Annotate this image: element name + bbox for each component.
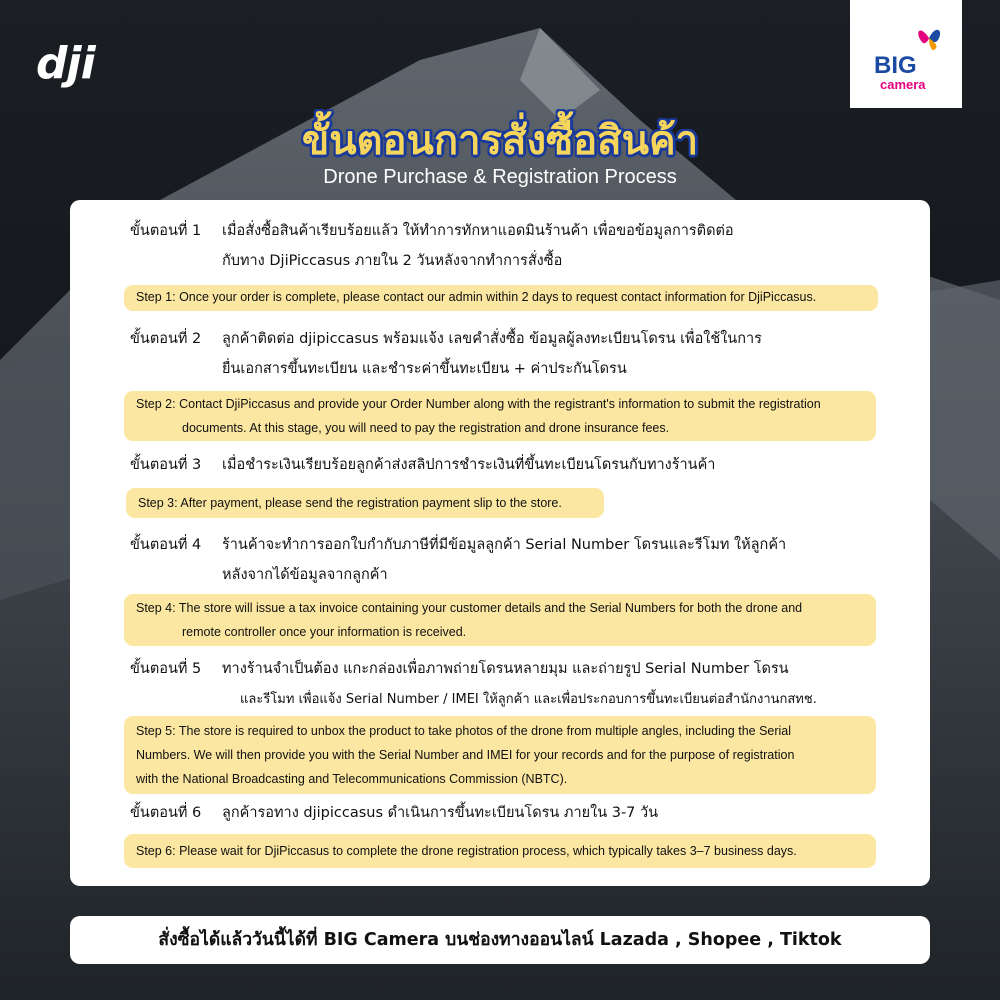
big-camera-logo bbox=[850, 0, 962, 108]
step-4-english-line-2: remote controller once your information is received. bbox=[182, 625, 467, 639]
page-title: ขั้นตอนการสั่งซื้อสินค้า bbox=[301, 118, 699, 164]
step-5-english bbox=[124, 716, 876, 794]
camera-logo-text: camera bbox=[880, 77, 926, 92]
step-5-thai-line-2: และรีโมท เพื่อแจ้ง Serial Number / IMEI ให้ลูกค้า และเพื่อประกอบการขึ้นทะเบียนต่อสำนักงานกสทช. bbox=[240, 692, 817, 707]
step-1-english bbox=[124, 285, 878, 311]
step-2-english-line-1: Step 2: Contact DjiPiccasus and provide your Order Number along with the registrant's information to submit the registration bbox=[136, 397, 821, 411]
dji-logo: dji bbox=[36, 38, 95, 89]
step-2-thai-line-1: ลูกค้าติดต่อ djipiccasus พร้อมแจ้ง เลขคำสั่งซื้อ ข้อมูลผู้ลงทะเบียนโดรน เพื่อใช้ในการ bbox=[222, 331, 762, 347]
footer-banner: สั่งซื้อได้แล้ววันนี้ได้ที่ BIG Camera บนช่องทางออนไลน์ Lazada , Shopee , Tiktok bbox=[70, 916, 930, 964]
step-5-label: ขั้นตอนที่ 5 bbox=[130, 661, 202, 677]
step-4-thai-line-1: ร้านค้าจะทำการออกใบกำกับภาษีที่มีข้อมูลลูกค้า Serial Number โดรนและรีโมท ให้ลูกค้า bbox=[222, 537, 787, 553]
step-3-english-line-1: Step 3: After payment, please send the registration payment slip to the store. bbox=[138, 496, 562, 510]
step-2-english bbox=[124, 391, 876, 441]
big-logo-text: BIG bbox=[874, 52, 917, 79]
step-3-english bbox=[126, 488, 604, 518]
step-2-thai-line-2: ยื่นเอกสารขึ้นทะเบียน และชำระค่าขึ้นทะเบียน + ค่าประกันโดรน bbox=[222, 361, 627, 377]
step-2-label: ขั้นตอนที่ 2 bbox=[130, 331, 202, 347]
step-4-thai bbox=[130, 530, 786, 590]
step-4-english bbox=[124, 594, 876, 646]
step-5-english-line-3: with the National Broadcasting and Telecommunications Commission (NBTC). bbox=[136, 772, 568, 786]
step-6-english-line-1: Step 6: Please wait for DjiPiccasus to complete the drone registration process, which typically takes 3–7 business days. bbox=[136, 844, 797, 858]
step-1-thai-line-1: เมื่อสั่งซื้อสินค้าเรียบร้อยแล้ว ให้ทำการทักหาแอดมินร้านค้า เพื่อขอข้อมูลการติดต่อ bbox=[222, 223, 734, 239]
step-5-thai-line-1: ทางร้านจำเป็นต้อง แกะกล่องเพื่อภาพถ่ายโดรนหลายมุม และถ่ายรูป Serial Number โดรน bbox=[222, 661, 789, 677]
butterfly-icon bbox=[914, 22, 944, 52]
step-3-thai-line-1: เมื่อชำระเงินเรียบร้อยลูกค้าส่งสลิปการชำระเงินที่ขึ้นทะเบียนโดรนกับทางร้านค้า bbox=[222, 457, 716, 473]
step-1-thai bbox=[130, 216, 734, 276]
step-4-thai-line-2: หลังจากได้ข้อมูลจากลูกค้า bbox=[222, 567, 388, 583]
step-1-english-line-1: Step 1: Once your order is complete, please contact our admin within 2 days to request contact information for DjiPiccasus. bbox=[136, 290, 817, 304]
step-3-thai bbox=[130, 450, 715, 480]
step-1-label: ขั้นตอนที่ 1 bbox=[130, 223, 202, 239]
step-6-label: ขั้นตอนที่ 6 bbox=[130, 805, 202, 821]
step-1-thai-line-2: กับทาง DjiPiccasus ภายใน 2 วันหลังจากทำการสั่งซื้อ bbox=[222, 253, 563, 269]
page-subtitle: Drone Purchase & Registration Process bbox=[323, 166, 677, 188]
step-6-english bbox=[124, 834, 876, 868]
step-6-thai-line-1: ลูกค้ารอทาง djipiccasus ดำเนินการขึ้นทะเบียนโดรน ภายใน 3-7 วัน bbox=[222, 805, 659, 821]
step-5-english-line-1: Step 5: The store is required to unbox the product to take photos of the drone from multiple angles, including the Serial bbox=[136, 724, 792, 738]
step-3-label: ขั้นตอนที่ 3 bbox=[130, 457, 202, 473]
step-6-thai bbox=[130, 798, 658, 828]
steps-card bbox=[70, 200, 930, 886]
step-5-thai bbox=[130, 654, 817, 715]
step-4-english-line-1: Step 4: The store will issue a tax invoice containing your customer details and the Serial Numbers for both the drone and bbox=[136, 601, 803, 615]
step-2-english-line-2: documents. At this stage, you will need to pay the registration and drone insurance fees. bbox=[182, 421, 670, 435]
step-5-english-line-2: Numbers. We will then provide you with the Serial Number and IMEI for your records and for the purpose of registration bbox=[136, 748, 795, 762]
step-2-thai bbox=[130, 324, 762, 384]
step-4-label: ขั้นตอนที่ 4 bbox=[130, 537, 202, 553]
